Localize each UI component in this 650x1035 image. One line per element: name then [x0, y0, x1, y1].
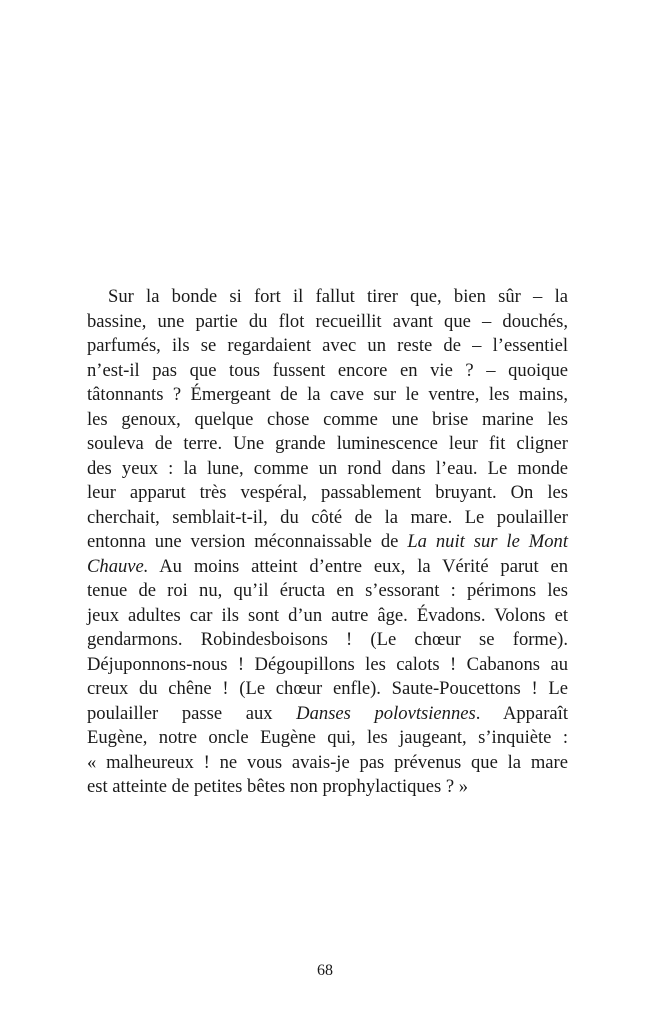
- text-run: cherchait, semblait-t-il, du côté de la mare. Le poulailler: [87, 506, 568, 528]
- text-line: [87, 751, 568, 776]
- text-line: [87, 481, 568, 506]
- text-run: tenue de roi nu, qu’il éructa en s’essorant : périmons les: [87, 580, 568, 601]
- text-line: [87, 408, 568, 433]
- text-run: Déjuponnons-nous ! Dégoupillons les calots ! Cabanons au: [87, 653, 568, 675]
- italic-title: Danses polovtsiennes: [296, 702, 476, 724]
- text-run: est atteinte de petites bêtes non prophylactiques ? »: [87, 776, 469, 797]
- text-line: [87, 457, 568, 482]
- text-run: Eugène, notre oncle Eugène qui, les jaugeant, s’inquiète :: [87, 727, 568, 748]
- body-paragraph: [87, 285, 568, 800]
- text-line: [87, 555, 568, 580]
- text-run: jeux adultes car ils sont d’un autre âge. Évadons. Volons et: [87, 604, 568, 626]
- text-run: n’est-il pas que tous fussent encore en vie ? – quoique: [87, 359, 568, 381]
- page-number: 68: [317, 962, 333, 979]
- text-run: parfumés, ils se regardaient avec un reste de – l’essentiel: [87, 335, 568, 356]
- text-line: [87, 702, 568, 727]
- text-run: gendarmons. Robindesboisons ! (Le chœur se forme).: [87, 629, 568, 650]
- text-line: [87, 604, 568, 629]
- text-line: [87, 359, 568, 384]
- text-line: [87, 677, 568, 702]
- italic-title: Chauve.: [87, 555, 149, 577]
- text-run: bassine, une partie du flot recueillit avant que – douchés,: [87, 310, 568, 332]
- text-run: Au moins atteint d’entre eux, la Vérité parut en: [148, 555, 568, 577]
- text-line: [87, 285, 568, 310]
- text-run: leur apparut très vespéral, passablement bruyant. On les: [87, 482, 568, 503]
- text-line: [87, 506, 568, 531]
- text-run: Sur la bonde si fort il fallut tirer que, bien sûr – la: [108, 286, 568, 307]
- text-line: [87, 530, 568, 555]
- italic-title: La nuit sur le Mont: [407, 531, 569, 552]
- text-run: des yeux : la lune, comme un rond dans l’eau. Le monde: [87, 457, 568, 479]
- text-line: [87, 383, 568, 408]
- text-run: les genoux, quelque chose comme une brise marine les: [87, 408, 568, 430]
- text-run: souleva de terre. Une grande luminescence leur fit cligner: [87, 433, 568, 454]
- text-line: [87, 726, 568, 751]
- text-line: [87, 775, 568, 800]
- text-run: entonna une version méconnaissable de: [87, 531, 408, 552]
- text-run: poulailler passe aux: [87, 702, 297, 724]
- text-run: creux du chêne ! (Le chœur enfle). Saute-Poucettons ! Le: [87, 678, 568, 699]
- text-line: [87, 628, 568, 653]
- text-line: [87, 334, 568, 359]
- text-line: [87, 432, 568, 457]
- text-line: [87, 653, 568, 678]
- text-run: . Apparaît: [475, 702, 569, 724]
- text-line: [87, 579, 568, 604]
- text-run: « malheureux ! ne vous avais-je pas prévenus que la mare: [87, 751, 568, 773]
- text-run: tâtonnants ? Émergeant de la cave sur le ventre, les mains,: [87, 384, 568, 405]
- text-line: [87, 310, 568, 335]
